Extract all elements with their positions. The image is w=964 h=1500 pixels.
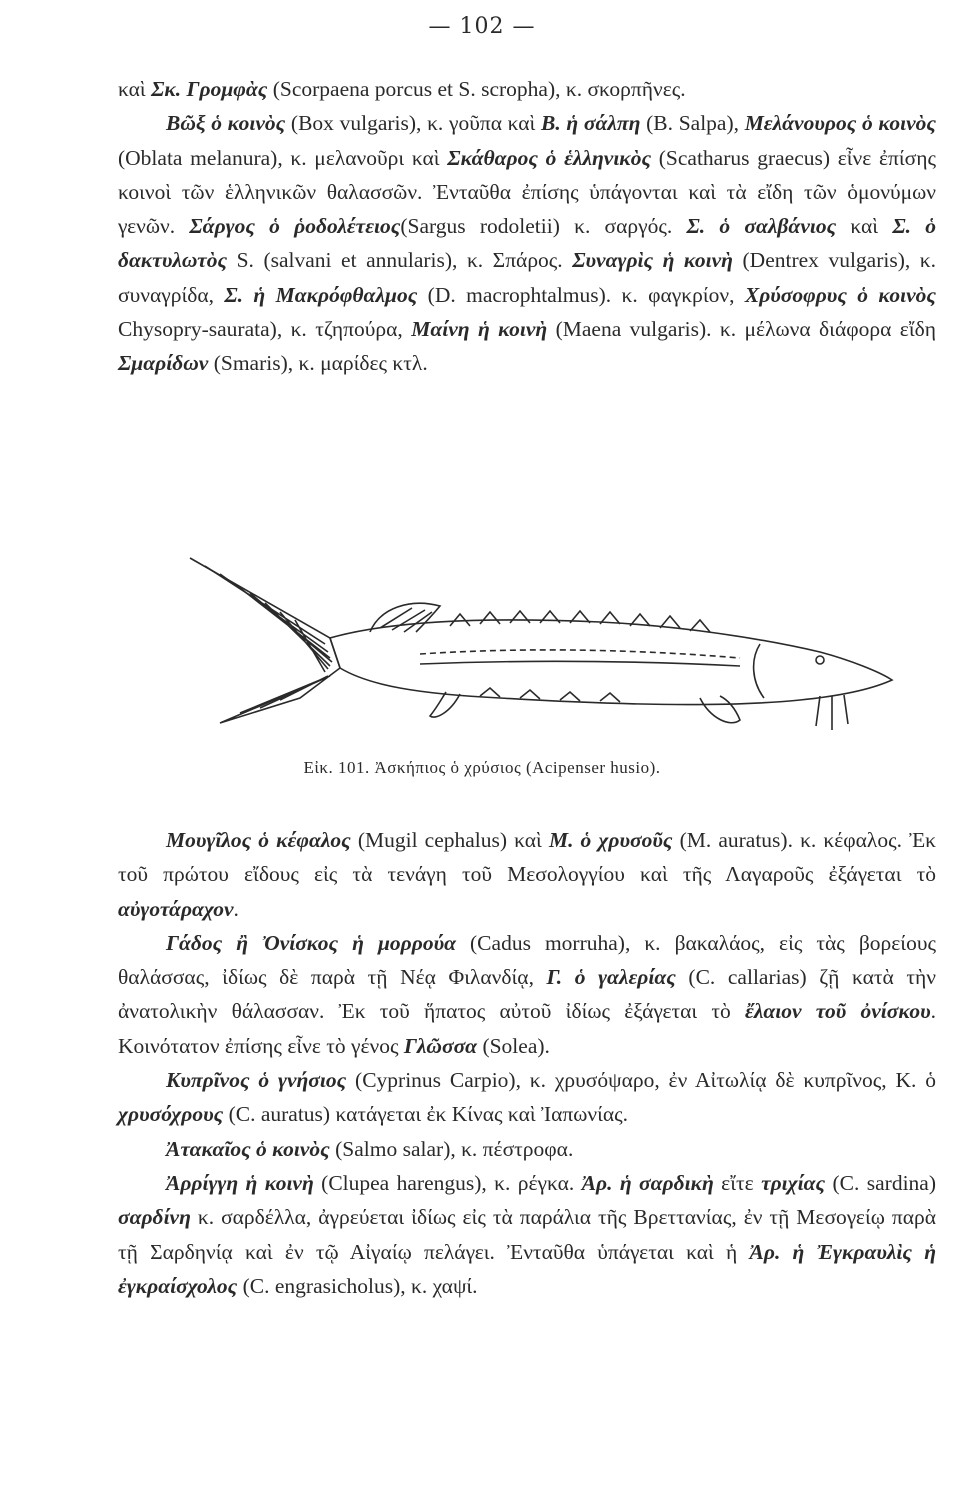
text-run: (M. auratus). κ. κέφαλος. Ἐκ τοῦ πρώτου εἴδους εἰς τὰ τενάγη τοῦ Μεσολογγίου καὶ τῆς Λαγαροῦς ἐξάγεται τὸ bbox=[118, 828, 937, 887]
taxon-name: Σάργος ὁ ῥοδολέτειος bbox=[189, 214, 401, 239]
taxon-name: Σ. ὁ σαλβάνιος bbox=[686, 214, 837, 239]
taxon-name: Μ. ὁ χρυσοῦς bbox=[548, 828, 673, 852]
taxon-name: Ἀρρίγγη ἡ κοινὴ bbox=[166, 1170, 314, 1195]
taxon-name: Σ. ἡ Μακρόφθαλμος bbox=[224, 282, 418, 307]
paragraph bbox=[118, 1132, 936, 1166]
paragraph bbox=[118, 1166, 936, 1303]
taxon-name: τριχίας bbox=[761, 1170, 826, 1195]
pectoral-fin bbox=[700, 696, 740, 723]
page-number: — 102 — bbox=[428, 14, 536, 39]
text-run: κ. σαρδέλλα, ἀγρεύεται ἰδίως εἰς τὰ παράλια τῆς Βρεττανίας, ἐν τῇ Μεσογείῳ παρὰ τῇ Σαρδηνίᾳ καὶ ἐν τῷ Αἰγαίῳ πελάγει. Ἐνταῦθα ὑπάγεται καὶ ἡ bbox=[118, 1205, 936, 1264]
text-run: (Solea). bbox=[477, 1033, 550, 1058]
text-run: (Cyprinus Carpio), κ. χρυσόψαρο, ἐν Αἰτωλίᾳ δὲ κυπρῖνος, K. ὁ bbox=[346, 1068, 936, 1093]
paragraph bbox=[118, 72, 936, 106]
taxon-name: Κυπρῖνος ὁ γνήσιος bbox=[166, 1068, 347, 1093]
text-run: . Κοινότατον ἐπίσης εἶνε τὸ γένος bbox=[118, 999, 937, 1058]
text-run: (Oblata melanura), κ. μελανοῦρι καὶ bbox=[118, 145, 448, 170]
taxon-name: Μουγῖλος ὁ κέφαλος bbox=[166, 828, 351, 852]
taxon-name: χρυσόχρους bbox=[118, 1102, 224, 1127]
figure-caption: Εἰκ. 101. Ἀσκήπιος ὁ χρύσιος (Acipenser husio). bbox=[303, 758, 661, 777]
taxon-name: Συναγρὶς ἡ κοινὴ bbox=[572, 248, 733, 273]
paragraph bbox=[118, 106, 936, 380]
taxon-name: Γλῶσσα bbox=[403, 1033, 478, 1058]
text-run: Chysopry-saurata), κ. τζηπούρα, bbox=[118, 317, 412, 342]
text-run: (Salmo salar), κ. πέστροφα. bbox=[329, 1136, 574, 1161]
barbels bbox=[816, 695, 848, 730]
taxon-name: Σμαρίδων bbox=[118, 351, 209, 376]
paragraph bbox=[118, 926, 936, 1063]
text-block-top bbox=[118, 72, 936, 381]
text-run: (Scorpaena porcus et S. scropha), κ. σκορπῆνες. bbox=[267, 77, 686, 101]
text-run: (Box vulgaris), κ. γοῦπα καὶ bbox=[285, 111, 542, 136]
text-run: (D. macrophtalmus). κ. φαγκρίον, bbox=[417, 282, 745, 307]
text-run: καὶ bbox=[836, 214, 893, 239]
paragraph bbox=[118, 823, 936, 926]
text-run: (Maena vulgaris). κ. μέλωνα διάφορα εἴδη bbox=[547, 317, 936, 342]
taxon-name: ἔλαιον τοῦ ὀνίσκου bbox=[745, 999, 931, 1024]
text-run: εἴτε bbox=[713, 1170, 762, 1195]
paragraph bbox=[118, 1063, 936, 1132]
text-block-bottom bbox=[118, 823, 936, 1303]
text-run: (Cadus morruha), κ. βακαλάος, εἰς τὰς βορείους θαλάσσας, ἰδίως δὲ παρὰ τῇ Νέᾳ Φιλανδίᾳ, bbox=[118, 930, 936, 990]
taxon-name: Μαίνη ἡ κοινὴ bbox=[411, 317, 548, 342]
taxon-name: Γ. ὁ γαλερίας bbox=[546, 965, 676, 990]
text-run: (C. sardina) bbox=[825, 1170, 937, 1195]
taxon-name: Σ. ὁ δακτυλωτὸς bbox=[118, 214, 936, 273]
text-run: (Clupea harengus), κ. ρέγκα. bbox=[313, 1170, 582, 1195]
taxon-name: Β. ἡ σάλπη bbox=[541, 111, 641, 136]
taxon-name: Ἀτακαῖος ὁ κοινὸς bbox=[166, 1136, 330, 1161]
text-run: (Smaris), κ. μαρίδες κτλ. bbox=[208, 351, 428, 376]
text-run: (C. auratus) κατάγεται ἐκ Κίνας καὶ Ἰαπωνίας. bbox=[223, 1102, 629, 1127]
sturgeon-illustration bbox=[180, 548, 900, 748]
text-run: (Mugil cephalus) καὶ bbox=[350, 828, 549, 852]
text-run: . bbox=[233, 896, 239, 921]
text-run: (C. callarias) ζῇ κατὰ τὴν ἀνατολικὴν θάλασσαν. Ἐκ τοῦ ἥπατος αὐτοῦ ἰδίως ἐξάγεται τὸ bbox=[118, 965, 937, 1024]
taxon-name: Σκάθαρος ὁ ἑλληνικὸς bbox=[447, 145, 652, 170]
taxon-name: Ἀρ. ἡ Ἐγκραυλὶς ἡ ἐγκραίσχολος bbox=[118, 1239, 936, 1298]
taxon-name: αὐγοτάραχον bbox=[118, 896, 234, 921]
text-run: (Sargus rodoletii) κ. σαργός. bbox=[400, 214, 687, 239]
text-run: (Scatharus graecus) εἶνε ἐπίσης κοινοὶ τῶν ἑλληνικῶν θαλασσῶν. Ἐνταῦθα ἐπίσης ὑπάγονται καὶ τὰ εἴδη τῶν ὁμονύμων γενῶν. bbox=[118, 145, 936, 239]
tail-fin bbox=[190, 558, 340, 723]
gill-cover bbox=[754, 644, 764, 698]
text-run: (C. engrasicholus), κ. χαψί. bbox=[237, 1273, 478, 1298]
taxon-name: Μελάνουρος ὁ κοινὸς bbox=[744, 111, 936, 136]
text-run: (B. Salpa), bbox=[640, 111, 745, 136]
taxon-name: Γάδος ἢ Ὀνίσκος ἡ μορρούα bbox=[166, 930, 456, 955]
taxon-name: Βῶξ ὁ κοινὸς bbox=[166, 111, 286, 136]
taxon-name: σαρδίνη bbox=[118, 1205, 191, 1230]
text-run: S. (salvani et annularis), κ. Σπάρος. bbox=[227, 248, 573, 273]
text-run: καὶ bbox=[118, 77, 152, 101]
fish-drawing bbox=[180, 548, 900, 748]
taxon-name: Σκ. Γρομφὰς bbox=[151, 77, 268, 101]
taxon-name: Χρύσοφρυς ὁ κοινὸς bbox=[744, 282, 936, 307]
text-run: (Dentrex vulgaris), κ. συναγρίδα, bbox=[118, 248, 936, 307]
fish-eye bbox=[816, 656, 824, 664]
taxon-name: Ἀρ. ἡ σαρδικὴ bbox=[581, 1170, 714, 1195]
